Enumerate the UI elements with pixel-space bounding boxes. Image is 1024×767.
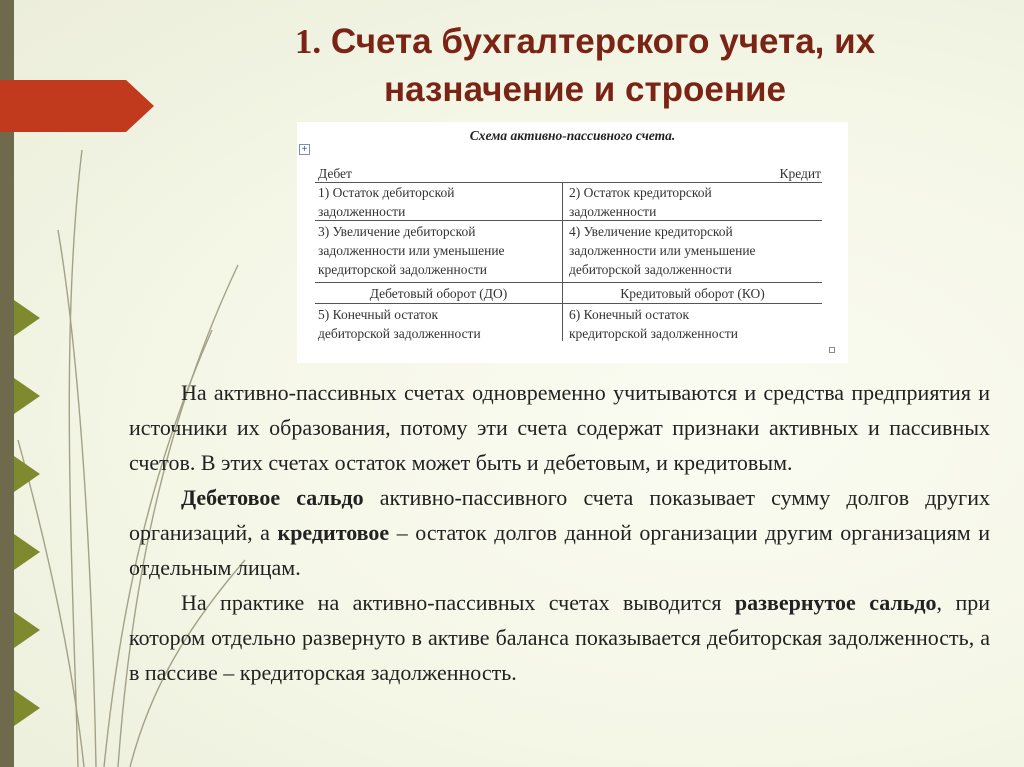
scheme-header-credit: Кредит [779,166,821,181]
scheme-cell-debit-1 [318,183,455,221]
term-credit: кредитовое [277,520,390,545]
title-line-2: назначение и строение [384,70,786,109]
paragraph-3-text-1: На практике на активно-пассивных счетах выводится [181,590,735,615]
scheme-cell-line: дебиторской задолженности [569,262,732,277]
scheme-cell-line: задолженности или уменьшение [569,243,756,258]
term-debit-balance: Дебетовое сальдо [181,485,364,510]
scheme-cell-line: 2) Остаток кредиторской [569,185,712,200]
paragraph-2-text-2: – остаток долгов данной организации другим организациям и отдельным лицам. [129,520,991,580]
scheme-divider [562,182,563,341]
scheme-cell-debit-5 [318,305,481,343]
scheme-rule [315,303,822,304]
scheme-cell-credit-4 [569,222,756,279]
paragraph-2-text-1: активно-пассивного счета показывает сумму долгов других организаций, а [129,485,990,545]
scheme-cell-line: задолженности [569,204,657,219]
title-accent-tab [0,80,154,132]
title-line-1: Счета бухгалтерского учета, их [330,22,876,61]
scheme-header-debit: Дебет [318,166,352,181]
body-text [129,375,990,690]
scheme-cell-line: 1) Остаток дебиторской [318,185,455,200]
scheme-cell-line: дебиторской задолженности [318,326,481,341]
title-number: 1. [294,22,322,61]
scheme-rule [315,282,822,283]
scheme-cell-line: 5) Конечный остаток [318,307,439,322]
paragraph-1: На активно-пассивных счетах одновременно учитываются и средства предприятия и источники их образования, потому эти счета содержат признаки активных и пассивных счетов. В этих счетах остаток может быть и дебетовым, и кредитовым. [129,380,990,475]
scheme-cell-line: задолженности или уменьшение [318,243,505,258]
scheme-cell-credit-2 [569,183,712,221]
scheme-cell-line: 3) Увеличение дебиторской [318,224,476,239]
scheme-cell-credit-6 [569,305,738,343]
table-move-handle-icon[interactable]: + [299,144,310,155]
scheme-cell-line: кредиторской задолженности [569,326,738,341]
scheme-title: Схема активно-пассивного счета. [469,128,676,143]
term-expanded-balance: развернутое сальдо [734,590,937,615]
slide-title [160,18,1010,114]
scheme-credit-turnover: Кредитовый оборот (КО) [620,286,765,301]
account-scheme-table [297,122,848,363]
scheme-cell-debit-3 [318,222,505,279]
scheme-debit-turnover: Дебетовый оборот (ДО) [369,286,508,301]
resize-handle-icon[interactable] [829,347,835,353]
scheme-cell-line: 4) Увеличение кредиторской [569,224,733,239]
paragraph-2 [129,480,990,585]
scheme-cell-line: 6) Конечный остаток [569,307,690,322]
paragraph-3 [129,585,990,690]
scheme-cell-line: кредиторской задолженности [318,262,487,277]
scheme-cell-line: задолженности [318,204,406,219]
paragraph-3-text-2: , при котором отдельно развернуто в активе баланса показывается дебиторская задолженность, а в пассиве – кредиторская задолженность. [129,590,990,685]
